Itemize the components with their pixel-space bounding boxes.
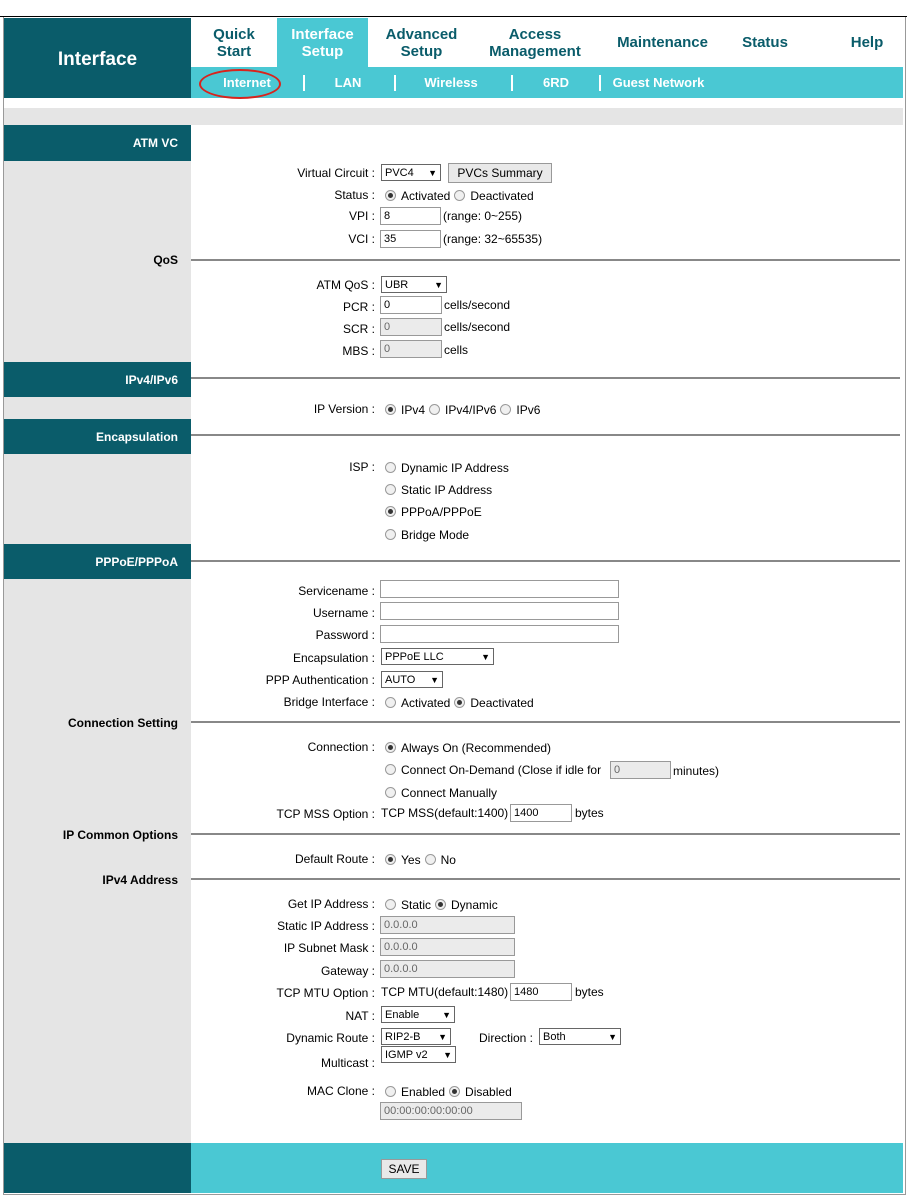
- password-label: Password :: [315, 628, 375, 642]
- menu-maintenance[interactable]: Maintenance: [617, 34, 708, 51]
- save-button[interactable]: SAVE: [381, 1159, 427, 1179]
- multicast-label: Multicast :: [320, 1056, 375, 1070]
- ipv4-label: IPv4: [401, 403, 426, 417]
- virtual-circuit-select[interactable]: PVC4 ▼: [381, 164, 441, 181]
- dropdown-arrow-icon: ▼: [443, 1049, 452, 1060]
- dropdown-arrow-icon: ▼: [481, 651, 490, 662]
- section-qos: QoS: [153, 253, 178, 267]
- section-atm-vc: ATM VC: [4, 125, 191, 161]
- default-route-no-label: No: [440, 853, 456, 867]
- nat-label: NAT :: [345, 1009, 375, 1023]
- section-connection-setting: Connection Setting: [68, 716, 178, 730]
- menu-interface-setup[interactable]: Interface Setup: [277, 18, 368, 67]
- dropdown-arrow-icon: ▼: [430, 674, 439, 685]
- ppp-auth-select[interactable]: AUTO ▼: [381, 671, 443, 688]
- tcp-mtu-default: TCP MTU(default:1480): [381, 985, 509, 999]
- header: [4, 18, 903, 98]
- submenu-guest-network[interactable]: Guest Network: [612, 75, 705, 90]
- multicast-select[interactable]: IGMP v2 ▼: [381, 1046, 456, 1063]
- bridge-activated-radio[interactable]: [385, 697, 396, 708]
- connection-label: Connection :: [307, 740, 375, 754]
- tcp-mtu-label: TCP MTU Option :: [276, 986, 375, 1000]
- dropdown-arrow-icon: ▼: [434, 279, 443, 290]
- submenu-lan[interactable]: LAN: [334, 75, 362, 90]
- mac-clone-enabled-label: Enabled: [401, 1085, 446, 1099]
- dropdown-arrow-icon: ▼: [608, 1031, 617, 1042]
- footer-bar: [4, 1143, 903, 1193]
- pcr-unit: cells/second: [444, 298, 511, 312]
- tcp-mtu-input[interactable]: [510, 983, 572, 1001]
- menu-help[interactable]: Help: [850, 34, 884, 51]
- manual-radio[interactable]: [385, 787, 396, 798]
- mac-clone-disabled-label: Disabled: [465, 1085, 512, 1099]
- divider: [191, 377, 900, 379]
- direction-label: Direction :: [479, 1031, 534, 1045]
- sub-menu: [191, 67, 903, 98]
- get-ip-static-label: Static: [401, 898, 432, 912]
- isp-static-radio[interactable]: [385, 484, 396, 495]
- tcp-mss-input[interactable]: [510, 804, 572, 822]
- mbs-input[interactable]: [380, 340, 442, 358]
- bridge-activated-label: Activated: [401, 696, 451, 710]
- ipv4-radio[interactable]: [385, 404, 396, 415]
- static-ip-input[interactable]: [380, 916, 515, 934]
- status-label: Status :: [334, 188, 375, 202]
- servicename-label: Servicename :: [298, 584, 375, 598]
- mac-clone-enabled-radio[interactable]: [385, 1086, 396, 1097]
- footer-left: [4, 1143, 191, 1193]
- username-input[interactable]: [380, 602, 619, 620]
- vci-input[interactable]: [380, 230, 441, 248]
- idle-unit: minutes): [673, 764, 720, 778]
- bridge-deactivated-radio[interactable]: [454, 697, 465, 708]
- ipv4-ipv6-label: IPv4/IPv6: [445, 403, 497, 417]
- tcp-mss-unit: bytes: [575, 806, 604, 820]
- nat-select[interactable]: Enable ▼: [381, 1006, 455, 1023]
- ppp-auth-label: PPP Authentication :: [265, 673, 375, 687]
- menu-status[interactable]: Status: [742, 34, 788, 51]
- page-title: Interface: [4, 18, 191, 98]
- subnet-mask-input[interactable]: [380, 938, 515, 956]
- isp-static-label: Static IP Address: [401, 483, 493, 497]
- always-on-radio[interactable]: [385, 742, 396, 753]
- on-demand-label: Connect On-Demand (Close if idle for: [401, 763, 602, 777]
- direction-select[interactable]: Both ▼: [539, 1028, 621, 1045]
- tcp-mtu-unit: bytes: [575, 985, 604, 999]
- atm-qos-select[interactable]: UBR ▼: [381, 276, 447, 293]
- isp-dynamic-radio[interactable]: [385, 462, 396, 473]
- gray-band: [4, 108, 903, 125]
- main-menu: [191, 18, 903, 67]
- status-activated-label: Activated: [401, 189, 451, 203]
- section-pppoe-pppoa: PPPoE/PPPoA: [4, 544, 191, 579]
- vci-range: (range: 32~65535): [443, 232, 543, 246]
- default-route-yes-label: Yes: [401, 853, 421, 867]
- isp-pppoe-label: PPPoA/PPPoE: [401, 505, 482, 519]
- vpi-label: VPI :: [348, 209, 375, 223]
- divider: [191, 878, 900, 880]
- scr-label: SCR :: [342, 322, 375, 336]
- divider: [191, 833, 900, 835]
- menu-advanced-setup[interactable]: Advanced Setup: [385, 25, 458, 60]
- dropdown-arrow-icon: ▼: [442, 1009, 451, 1020]
- mac-address-input[interactable]: [380, 1102, 522, 1120]
- subnet-mask-label: IP Subnet Mask :: [283, 941, 375, 955]
- static-ip-label: Static IP Address :: [277, 919, 375, 933]
- ipv4-ipv6-radio[interactable]: [429, 404, 440, 415]
- isp-label: ISP :: [349, 460, 375, 474]
- section-encapsulation: Encapsulation: [4, 419, 191, 454]
- idle-minutes-input[interactable]: [610, 761, 671, 779]
- status-deactivated-label: Deactivated: [470, 189, 534, 203]
- on-demand-radio[interactable]: [385, 764, 396, 775]
- scr-input[interactable]: [380, 318, 442, 336]
- divider: [191, 434, 900, 436]
- divider: [191, 259, 900, 261]
- menu-quick-start[interactable]: Quick Start: [213, 25, 255, 60]
- encapsulation-label: Encapsulation :: [292, 651, 375, 665]
- default-route-no-radio[interactable]: [425, 854, 436, 865]
- dropdown-arrow-icon: ▼: [428, 167, 437, 178]
- footer-right: [191, 1143, 903, 1193]
- status-activated-radio[interactable]: [385, 190, 396, 201]
- atm-qos-label: ATM QoS :: [316, 278, 375, 292]
- dynamic-route-label: Dynamic Route :: [286, 1031, 375, 1045]
- default-route-label: Default Route :: [294, 852, 375, 866]
- username-label: Username :: [312, 606, 375, 620]
- status-deactivated-radio[interactable]: [454, 190, 465, 201]
- highlight-circle: [199, 69, 281, 99]
- password-input[interactable]: [380, 625, 619, 643]
- gateway-input[interactable]: [380, 960, 515, 978]
- isp-pppoe-radio[interactable]: [385, 506, 396, 517]
- divider: [191, 721, 900, 723]
- vpi-range: (range: 0~255): [443, 209, 523, 223]
- mbs-label: MBS :: [342, 344, 375, 358]
- ipv6-label: IPv6: [516, 403, 541, 417]
- get-ip-label: Get IP Address :: [287, 897, 375, 911]
- tcp-mss-default: TCP MSS(default:1400): [381, 806, 509, 820]
- submenu-internet[interactable]: Internet: [223, 75, 271, 90]
- ip-version-label: IP Version :: [313, 402, 375, 416]
- dropdown-arrow-icon: ▼: [438, 1031, 447, 1042]
- dynamic-route-select[interactable]: RIP2-B ▼: [381, 1028, 451, 1045]
- mbs-unit: cells: [444, 343, 469, 357]
- tcp-mss-label: TCP MSS Option :: [276, 807, 375, 821]
- pvc-summary-button[interactable]: PVCs Summary: [448, 163, 552, 183]
- pcr-label: PCR :: [342, 300, 375, 314]
- submenu-wireless[interactable]: Wireless: [424, 75, 478, 90]
- encapsulation-select[interactable]: PPPoE LLC ▼: [381, 648, 494, 665]
- section-ipv4-address: IPv4 Address: [102, 873, 178, 887]
- ipv6-radio[interactable]: [500, 404, 511, 415]
- section-ip-common-options: IP Common Options: [62, 828, 178, 842]
- menu-access-management[interactable]: Access Management: [489, 25, 581, 60]
- section-ipv4-ipv6: IPv4/IPv6: [4, 362, 191, 397]
- left-column: [4, 125, 191, 1143]
- bridge-interface-label: Bridge Interface :: [283, 695, 375, 709]
- divider: [191, 560, 900, 562]
- scr-unit: cells/second: [444, 320, 511, 334]
- isp-bridge-label: Bridge Mode: [401, 528, 470, 542]
- isp-bridge-radio[interactable]: [385, 529, 396, 540]
- pcr-input[interactable]: [380, 296, 442, 314]
- get-ip-static-radio[interactable]: [385, 899, 396, 910]
- get-ip-dynamic-label: Dynamic: [451, 898, 498, 912]
- isp-dynamic-label: Dynamic IP Address: [401, 461, 509, 475]
- submenu-6rd[interactable]: 6RD: [542, 75, 569, 90]
- default-route-yes-radio[interactable]: [385, 854, 396, 865]
- get-ip-dynamic-radio[interactable]: [435, 899, 446, 910]
- vpi-input[interactable]: [380, 207, 441, 225]
- servicename-input[interactable]: [380, 580, 619, 598]
- mac-clone-label: MAC Clone :: [306, 1084, 375, 1098]
- always-on-label: Always On (Recommended): [401, 741, 552, 755]
- mac-clone-disabled-radio[interactable]: [449, 1086, 460, 1097]
- virtual-circuit-label: Virtual Circuit :: [297, 166, 375, 180]
- manual-label: Connect Manually: [401, 786, 498, 800]
- gateway-label: Gateway :: [320, 964, 375, 978]
- bridge-deactivated-label: Deactivated: [470, 696, 534, 710]
- vci-label: VCI :: [348, 232, 375, 246]
